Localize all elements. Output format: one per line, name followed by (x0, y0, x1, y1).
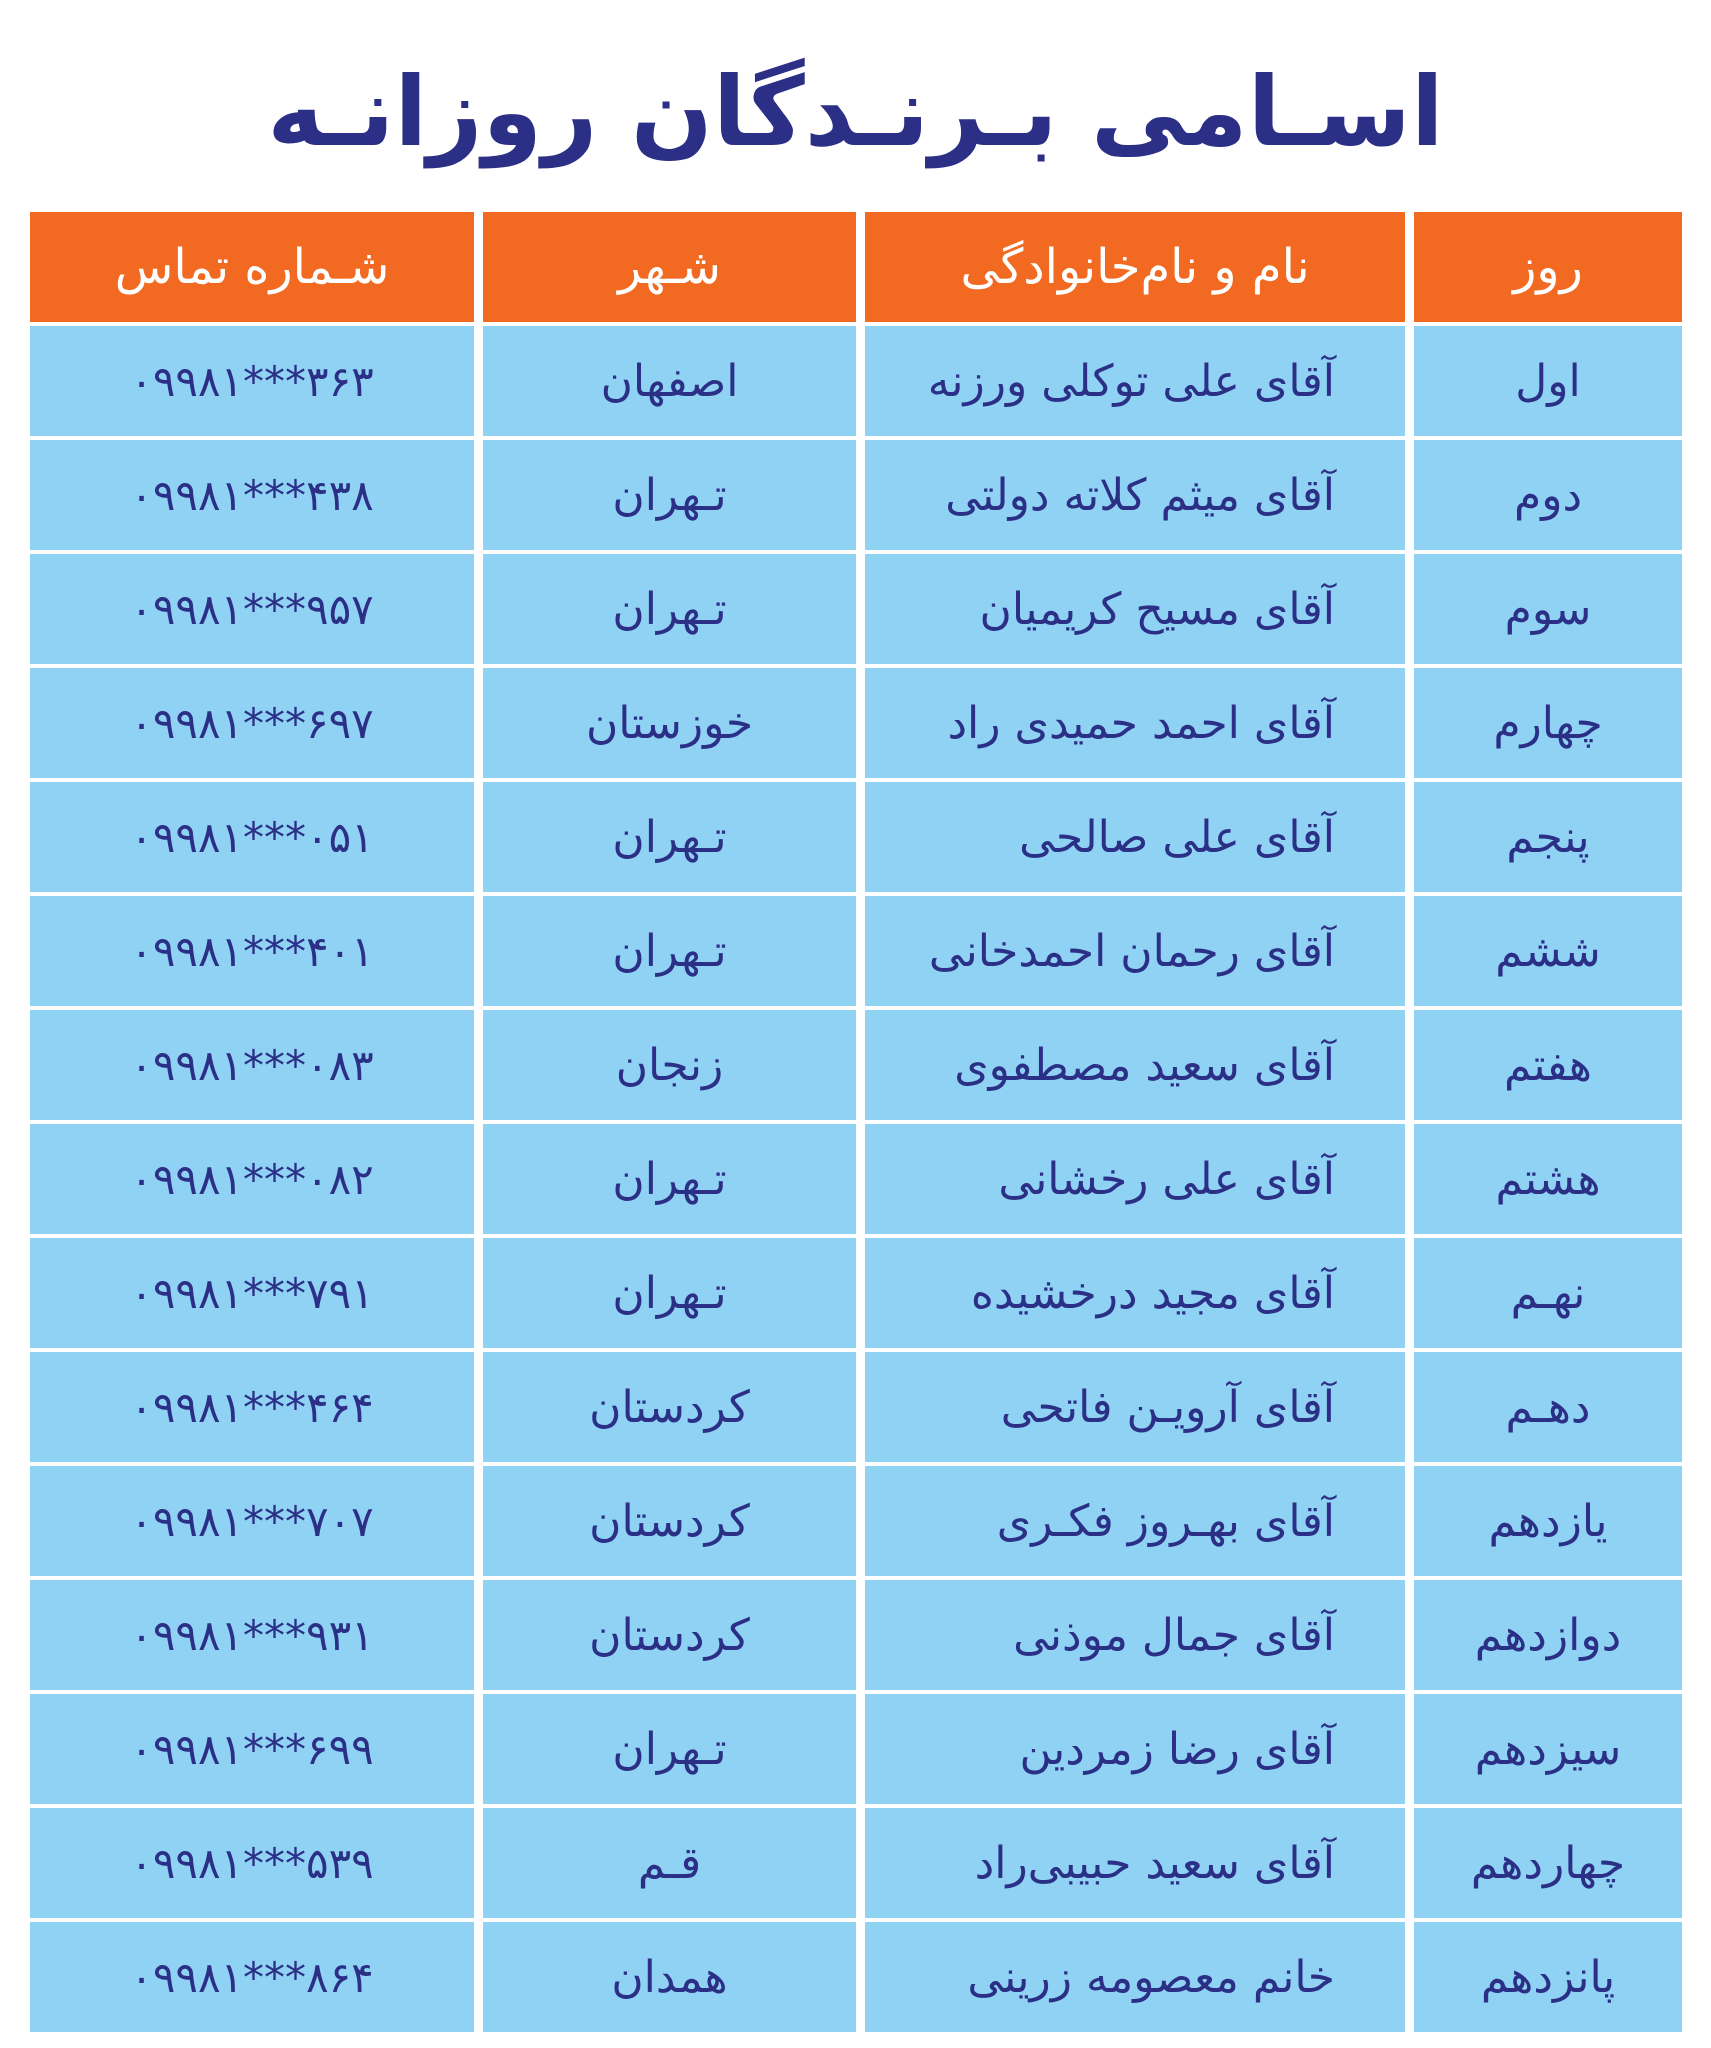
cell-day: دهـم (1414, 1352, 1682, 1462)
cell-day: چهارم (1414, 668, 1682, 778)
cell-name: آقای سعید حبیبی‌راد (865, 1808, 1405, 1918)
cell-phone: ۰۹۹۸۱***۹۳۱ (30, 1580, 474, 1690)
cell-name: آقای علی رخشانی (865, 1124, 1405, 1234)
cell-phone: ۰۹۹۸۱***۹۵۷ (30, 554, 474, 664)
cell-day: ششم (1414, 896, 1682, 1006)
cell-phone: ۰۹۹۸۱***۸۶۴ (30, 1922, 474, 2032)
table-row (30, 326, 1682, 436)
cell-city: تـهران (483, 440, 856, 550)
cell-day: دوازدهم (1414, 1580, 1682, 1690)
cell-day: دوم (1414, 440, 1682, 550)
cell-city: کردستان (483, 1352, 856, 1462)
table-row (30, 1694, 1682, 1804)
cell-name: آقای مسیح کریمیان (865, 554, 1405, 664)
cell-city: قـم (483, 1808, 856, 1918)
cell-day: چهاردهم (1414, 1808, 1682, 1918)
header-name: نام و نام‌خانوادگی (865, 212, 1405, 322)
cell-day: نهـم (1414, 1238, 1682, 1348)
cell-day: پنجم (1414, 782, 1682, 892)
cell-phone: ۰۹۹۸۱***۴۰۱ (30, 896, 474, 1006)
cell-city: کردستان (483, 1580, 856, 1690)
cell-phone: ۰۹۹۸۱***۰۸۲ (30, 1124, 474, 1234)
cell-city: همدان (483, 1922, 856, 2032)
winners-table (30, 212, 1682, 2036)
table-row (30, 896, 1682, 1006)
cell-name: آقای میثم کلاته دولتی (865, 440, 1405, 550)
table-row (30, 440, 1682, 550)
cell-name: آقای علی توکلی ورزنه (865, 326, 1405, 436)
table-row (30, 1124, 1682, 1234)
cell-name: آقای احمد حمیدی راد (865, 668, 1405, 778)
header-phone: شـماره تماس (30, 212, 474, 322)
table-row (30, 1238, 1682, 1348)
cell-day: هشتم (1414, 1124, 1682, 1234)
cell-phone: ۰۹۹۸۱***۶۹۹ (30, 1694, 474, 1804)
cell-city: تـهران (483, 1124, 856, 1234)
table-row (30, 554, 1682, 664)
page-title: اسـامی بـرنـدگان روزانـه (267, 56, 1444, 168)
table-body (30, 326, 1682, 2032)
cell-day: یازدهم (1414, 1466, 1682, 1576)
cell-city: تـهران (483, 1238, 856, 1348)
header-city: شـهر (483, 212, 856, 322)
cell-name: آقای علی صالحی (865, 782, 1405, 892)
cell-day: سیزدهم (1414, 1694, 1682, 1804)
cell-name: آقای سعید مصطفوی (865, 1010, 1405, 1120)
header-day: روز (1414, 212, 1682, 322)
table-row (30, 782, 1682, 892)
cell-phone: ۰۹۹۸۱***۳۶۳ (30, 326, 474, 436)
table-row (30, 1352, 1682, 1462)
table-row (30, 1808, 1682, 1918)
cell-city: کردستان (483, 1466, 856, 1576)
table-row (30, 1466, 1682, 1576)
cell-name: آقای جمال موذنی (865, 1580, 1405, 1690)
cell-day: سوم (1414, 554, 1682, 664)
table-row (30, 1922, 1682, 2032)
cell-name: آقای مجید درخشیده (865, 1238, 1405, 1348)
cell-day: هفتم (1414, 1010, 1682, 1120)
cell-city: خوزستان (483, 668, 856, 778)
cell-phone: ۰۹۹۸۱***۵۳۹ (30, 1808, 474, 1918)
cell-phone: ۰۹۹۸۱***۰۵۱ (30, 782, 474, 892)
cell-day: اول (1414, 326, 1682, 436)
cell-name: آقای بهـروز فکـری (865, 1466, 1405, 1576)
cell-phone: ۰۹۹۸۱***۷۹۱ (30, 1238, 474, 1348)
cell-name: آقای رحمان احمدخانی (865, 896, 1405, 1006)
table-row (30, 668, 1682, 778)
cell-phone: ۰۹۹۸۱***۴۳۸ (30, 440, 474, 550)
cell-day: پانزدهم (1414, 1922, 1682, 2032)
cell-phone: ۰۹۹۸۱***۷۰۷ (30, 1466, 474, 1576)
cell-phone: ۰۹۹۸۱***۴۶۴ (30, 1352, 474, 1462)
cell-phone: ۰۹۹۸۱***۰۸۳ (30, 1010, 474, 1120)
cell-name: خانم معصومه زرینی (865, 1922, 1405, 2032)
cell-city: اصفهان (483, 326, 856, 436)
cell-city: زنجان (483, 1010, 856, 1120)
cell-name: آقای آرویـن فاتحی (865, 1352, 1405, 1462)
cell-city: تـهران (483, 782, 856, 892)
cell-city: تـهران (483, 896, 856, 1006)
cell-phone: ۰۹۹۸۱***۶۹۷ (30, 668, 474, 778)
table-row (30, 1010, 1682, 1120)
cell-city: تـهران (483, 554, 856, 664)
cell-city: تـهران (483, 1694, 856, 1804)
cell-name: آقای رضا زمردین (865, 1694, 1405, 1804)
table-row (30, 1580, 1682, 1690)
table-header (30, 212, 1682, 322)
